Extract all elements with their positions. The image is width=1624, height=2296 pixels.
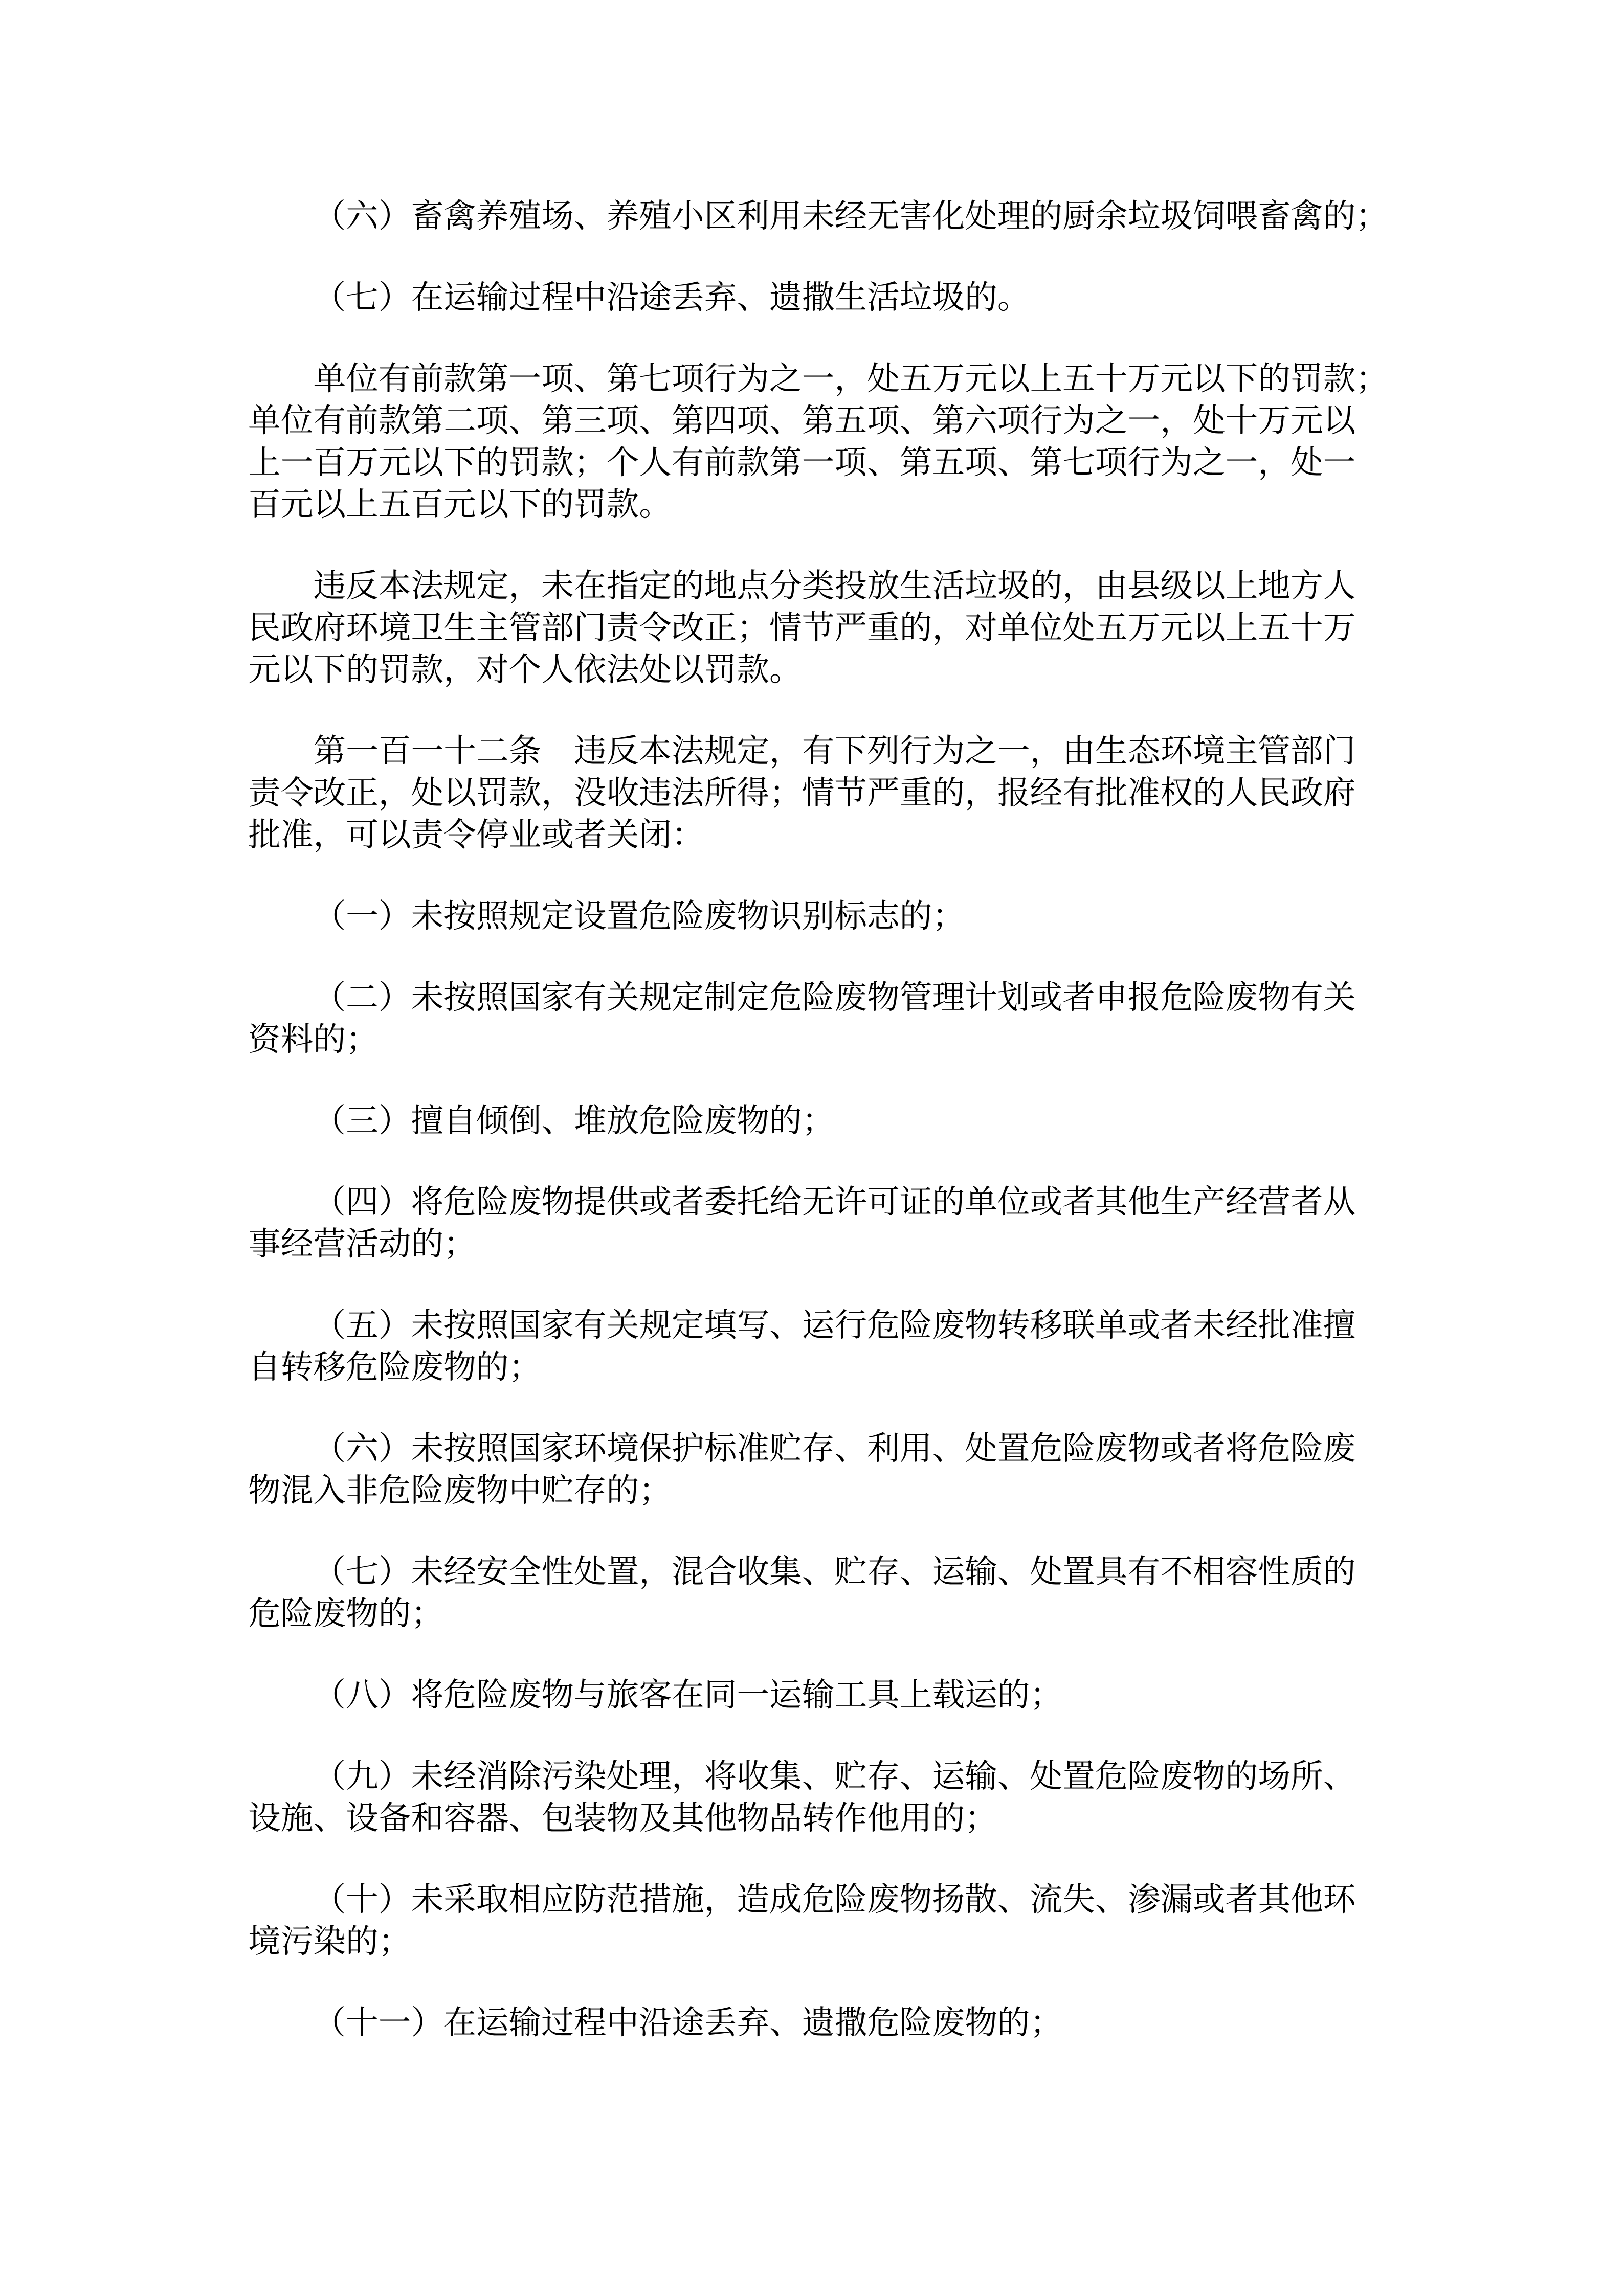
paragraph-penalty-amounts [248,358,1389,526]
text-line: 事经营活动的； [248,1226,476,1262]
paragraph-item-9-repurposing-facilities [248,1755,1356,1839]
text-line: （十一）在运输过程中沿途丢弃、遗撒危险废物的； [313,2005,1063,2041]
paragraph-item-11-discarding-in-transit [248,2002,1356,2044]
text-line: 违反本法规定，未在指定的地点分类投放生活垃圾的，由县级以上地方人 [313,568,1356,604]
text-line: 物混入非危险废物中贮存的； [248,1472,672,1509]
text-line: （六）未按照国家环境保护标准贮存、利用、处置危险废物或者将危险废 [313,1430,1356,1467]
text-line: 自转移危险废物的； [248,1349,542,1385]
text-line: 资料的； [248,1021,379,1057]
paragraph-item-10-precaution-measures [248,1879,1356,1963]
text-line: 元以下的罚款，对个人依法处以罚款。 [248,651,802,688]
text-line: （九）未经消除污染处理，将收集、贮存、运输、处置危险废物的场所、 [313,1758,1356,1794]
text-line: （十）未采取相应防范措施，造成危险废物扬散、流失、渗漏或者其他环 [313,1881,1356,1918]
paragraph-item-5-transfer-manifest [248,1304,1356,1388]
paragraph-item-8-passenger-transport [248,1674,1356,1716]
text-line: 单位有前款第一项、第七项行为之一，处五万元以上五十万元以下的罚款； [313,361,1389,397]
text-line: 危险废物的； [248,1595,444,1632]
text-line: （四）将危险废物提供或者委托给无许可证的单位或者其他生产经营者从 [313,1184,1356,1220]
text-line: （八）将危险废物与旅客在同一运输工具上载运的； [313,1677,1063,1713]
text-line: （七）未经安全性处置，混合收集、贮存、运输、处置具有不相容性质的 [313,1554,1356,1590]
paragraph-item-6-storage-standards [248,1428,1356,1512]
paragraph-item-6-kitchen-waste [248,195,1389,237]
text-line: 百元以上五百元以下的罚款。 [248,486,672,523]
paragraph-item-7-incompatible-waste [248,1551,1356,1635]
text-line: 上一百万元以下的罚款；个人有前款第一项、第五项、第七项行为之一，处一 [248,444,1356,481]
text-line: 单位有前款第二项、第三项、第四项、第五项、第六项行为之一，处十万元以 [248,402,1356,439]
paragraph-item-3-unauthorized-dumping [248,1100,1356,1142]
text-line: 设施、设备和容器、包装物及其他物品转作他用的； [248,1800,997,1836]
text-line: 第一百一十二条 违反本法规定，有下列行为之一，由生态环境主管部门 [313,733,1356,769]
paragraph-item-7-littering [248,277,1356,319]
paragraph-article-112-intro [248,730,1356,856]
paragraph-item-1-identification-marks [248,895,1356,937]
text-line: 批准，可以责令停业或者关闭： [248,817,704,853]
text-line: （六）畜禽养殖场、养殖小区利用未经无害化处理的厨余垃圾饲喂畜禽的； [313,198,1389,234]
text-line: 境污染的； [248,1923,411,1960]
text-line: （五）未按照国家有关规定填写、运行危险废物转移联单或者未经批准擅 [313,1307,1356,1343]
document-content [248,195,1389,2044]
text-line: （一）未按照规定设置危险废物识别标志的； [313,898,965,934]
paragraph-unsorted-disposal-penalty [248,565,1356,691]
text-line: 责令改正，处以罚款，没收违法所得；情节严重的，报经有批准权的人民政府 [248,775,1356,811]
text-line: 民政府环境卫生主管部门责令改正；情节严重的，对单位处五万元以上五十万 [248,610,1356,646]
text-line: （二）未按照国家有关规定制定危险废物管理计划或者申报危险废物有关 [313,979,1356,1016]
text-line: （七）在运输过程中沿途丢弃、遗撒生活垃圾的。 [313,279,1030,316]
paragraph-item-2-management-plan [248,977,1356,1061]
paragraph-item-4-unlicensed-entrusting [248,1181,1356,1265]
text-line: （三）擅自倾倒、堆放危险废物的； [313,1102,835,1139]
